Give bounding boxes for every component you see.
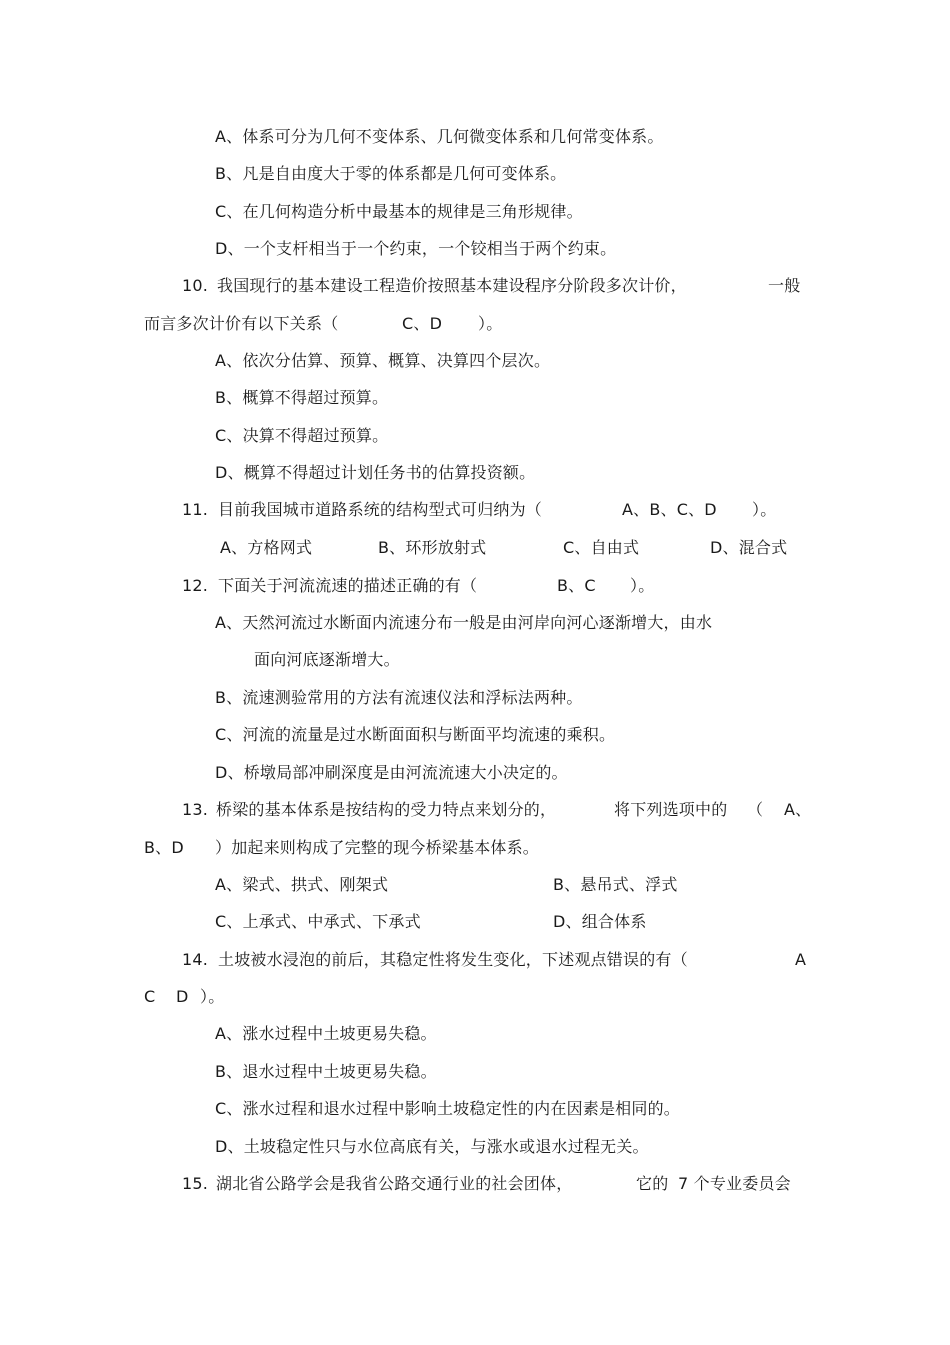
q12-text: 下面关于河流流速的描述正确的有（: [218, 576, 478, 595]
q9-option-a: A、体系可分为几何不变体系、几何微变体系和几何常变体系。: [215, 127, 664, 146]
q15-text-line1-mid: 它的: [636, 1174, 669, 1193]
q11-option-b: B、环形放射式: [378, 538, 487, 557]
q13-option-a: A、梁式、拱式、刚架式: [215, 875, 389, 894]
q10-text-line2: 而言多次计价有以下关系（: [144, 314, 339, 333]
q11-option-d: D、混合式: [710, 538, 788, 557]
q13-answer-b: B、D: [144, 838, 184, 857]
q9-option-c: C、在几何构造分析中最基本的规律是三角形规律。: [215, 202, 583, 221]
q13-open: （: [747, 800, 764, 819]
q11-text: 目前我国城市道路系统的结构型式可归纳为（: [218, 500, 543, 519]
q12-option-a-line2: 面向河底逐渐增大。: [254, 650, 400, 669]
q12-answer: B、C: [557, 576, 596, 595]
q13-option-d: D、组合体系: [553, 912, 647, 931]
q12-close: ）。: [630, 576, 655, 595]
q10-close: ）。: [478, 314, 503, 333]
q10-option-d: D、概算不得超过计划任务书的估算投资额。: [215, 463, 536, 482]
q13-option-b: B、悬吊式、浮式: [553, 875, 678, 894]
q9-option-b: B、凡是自由度大于零的体系都是几何可变体系。: [215, 164, 567, 183]
q14-text: 土坡被水浸泡的前后，其稳定性将发生变化，下述观点错误的有（: [218, 950, 688, 969]
q14-answer-c: C: [144, 987, 156, 1006]
q10-option-c: C、决算不得超过预算。: [215, 426, 389, 445]
q11-answer: A、B、C、D: [622, 500, 717, 519]
q14-option-b: B、退水过程中土坡更易失稳。: [215, 1062, 437, 1081]
q10-number: 10.: [182, 276, 209, 295]
q10-option-b: B、概算不得超过预算。: [215, 388, 389, 407]
q12-option-c: C、河流的流量是过水断面面积与断面平均流速的乘积。: [215, 725, 616, 744]
q14-number: 14.: [182, 950, 209, 969]
q14-option-a: A、涨水过程中土坡更易失稳。: [215, 1024, 437, 1043]
q14-option-d: D、土坡稳定性只与水位高底有关，与涨水或退水过程无关。: [215, 1137, 649, 1156]
q11-option-c: C、自由式: [563, 538, 640, 557]
q10-text-line1-end: 一般: [768, 276, 801, 295]
q13-option-c: C、上承式、中承式、下承式: [215, 912, 421, 931]
q15-number: 15.: [182, 1174, 209, 1193]
q11-option-a: A、方格网式: [220, 538, 313, 557]
q10-text-line1: 我国现行的基本建设工程造价按照基本建设程序分阶段多次计价，: [217, 276, 687, 295]
q12-option-d: D、桥墩局部冲刷深度是由河流流速大小决定的。: [215, 763, 568, 782]
q11-number: 11.: [182, 500, 209, 519]
q12-number: 12.: [182, 576, 209, 595]
q14-answer-a: A: [795, 950, 807, 969]
q14-answer-d: D: [176, 987, 189, 1006]
q11-close: ）。: [752, 500, 777, 519]
q13-text-line2: ）加起来则构成了完整的现今桥梁基本体系。: [215, 838, 540, 857]
q14-option-c: C、涨水过程和退水过程中影响土坡稳定性的内在因素是相同的。: [215, 1099, 680, 1118]
q15-text-line1: 湖北省公路学会是我省公路交通行业的社会团体，: [216, 1174, 573, 1193]
q9-option-d: D、一个支杆相当于一个约束，一个铰相当于两个约束。: [215, 239, 617, 258]
q13-text-line1: 桥梁的基本体系是按结构的受力特点来划分的，: [216, 800, 557, 819]
q13-text-line1-mid: 将下列选项中的: [614, 800, 728, 819]
q10-answer: C、D: [402, 314, 443, 333]
q13-answer-a: A、: [784, 800, 812, 819]
q10-option-a: A、依次分估算、预算、概算、决算四个层次。: [215, 351, 551, 370]
q13-number: 13.: [182, 800, 209, 819]
q15-text-line1-end: 7 个专业委员会: [678, 1174, 791, 1193]
q12-option-b: B、流速测验常用的方法有流速仪法和浮标法两种。: [215, 688, 583, 707]
q14-close: ）。: [200, 987, 225, 1006]
q12-option-a-line1: A、天然河流过水断面内流速分布一般是由河岸向河心逐渐增大，由水: [215, 613, 713, 632]
